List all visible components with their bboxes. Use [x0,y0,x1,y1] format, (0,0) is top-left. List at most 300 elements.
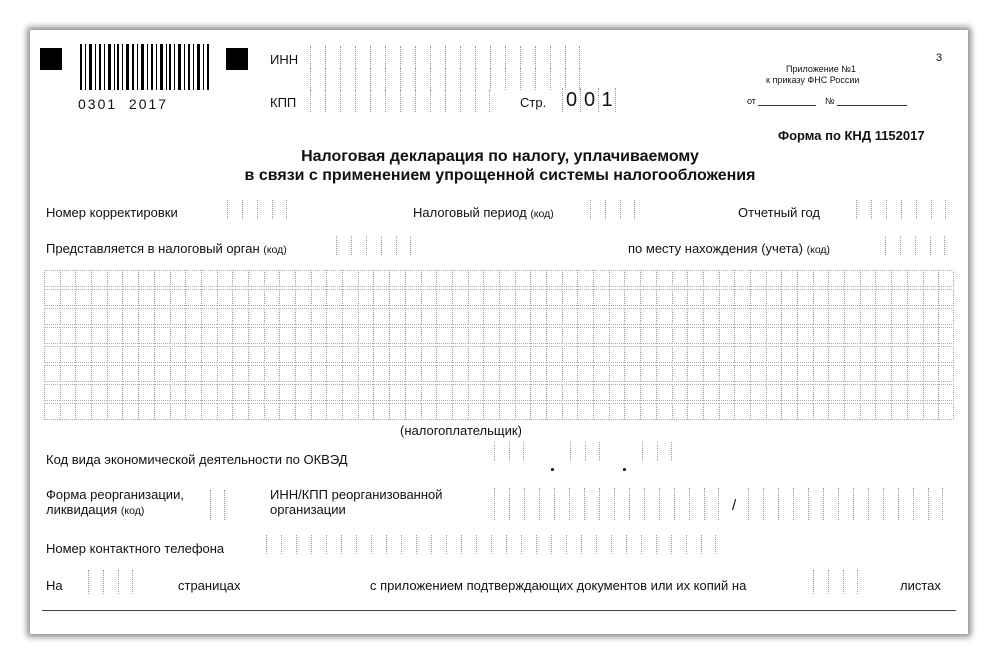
taxpayer-name-cell[interactable] [264,384,280,401]
taxpayer-name-cell[interactable] [672,289,688,306]
taxpayer-name-cell[interactable] [201,403,217,420]
taxpayer-name-cell[interactable] [515,308,531,325]
taxpayer-name-cell[interactable] [279,327,295,344]
taxpayer-name-cell[interactable] [875,365,891,382]
taxpayer-name-cell[interactable] [107,308,123,325]
taxpayer-name-cell[interactable] [562,365,578,382]
taxpayer-name-cell[interactable] [750,270,766,287]
taxpayer-name-cell[interactable] [326,365,342,382]
taxpayer-name-cell[interactable] [91,403,107,420]
taxpayer-name-cell[interactable] [358,327,374,344]
taxpayer-name-cell[interactable] [624,270,640,287]
taxpayer-name-cell[interactable] [311,308,327,325]
taxpayer-name-cell[interactable] [907,327,923,344]
taxpayer-name-cell[interactable] [138,365,154,382]
taxpayer-name-cell[interactable] [373,308,389,325]
taxpayer-name-cell[interactable] [797,327,813,344]
taxpayer-name-cell[interactable] [875,289,891,306]
tax-authority-cells[interactable] [336,236,411,255]
taxpayer-name-cell[interactable] [499,270,515,287]
taxpayer-name-cell[interactable] [719,403,735,420]
taxpayer-name-cell[interactable] [436,327,452,344]
taxpayer-name-cell[interactable] [734,346,750,363]
taxpayer-name-cell[interactable] [483,384,499,401]
taxpayer-name-cell[interactable] [687,365,703,382]
taxpayer-name-cell[interactable] [279,384,295,401]
taxpayer-name-cell[interactable] [279,403,295,420]
taxpayer-name-cell[interactable] [923,384,939,401]
taxpayer-name-cell[interactable] [311,403,327,420]
reporting-year-cells[interactable] [856,200,946,219]
taxpayer-name-cell[interactable] [468,289,484,306]
taxpayer-name-cell[interactable] [185,270,201,287]
taxpayer-name-cell[interactable] [389,308,405,325]
taxpayer-name-cell[interactable] [60,384,76,401]
taxpayer-name-cell[interactable] [672,270,688,287]
taxpayer-name-cell[interactable] [938,270,954,287]
taxpayer-name-cell[interactable] [797,346,813,363]
taxpayer-name-cell[interactable] [122,384,138,401]
taxpayer-name-cell[interactable] [891,403,907,420]
taxpayer-name-cell[interactable] [719,289,735,306]
taxpayer-name-cell[interactable] [468,365,484,382]
phone-cells[interactable] [266,535,716,554]
taxpayer-name-cell[interactable] [264,308,280,325]
taxpayer-name-cell[interactable] [122,308,138,325]
taxpayer-name-cell[interactable] [421,270,437,287]
taxpayer-name-cell[interactable] [781,270,797,287]
taxpayer-name-cell[interactable] [640,289,656,306]
taxpayer-name-cell[interactable] [107,365,123,382]
taxpayer-name-cell[interactable] [436,308,452,325]
taxpayer-name-cell[interactable] [122,346,138,363]
taxpayer-name-cell[interactable] [170,403,186,420]
taxpayer-name-cell[interactable] [232,289,248,306]
taxpayer-name-cell[interactable] [656,403,672,420]
taxpayer-name-cell[interactable] [766,403,782,420]
taxpayer-name-cell[interactable] [468,308,484,325]
taxpayer-name-cell[interactable] [499,403,515,420]
taxpayer-name-cell[interactable] [436,403,452,420]
reorg-kpp-cells[interactable] [748,488,943,520]
okved-cells-group-1[interactable] [494,442,524,461]
taxpayer-name-cell[interactable] [656,308,672,325]
taxpayer-name-cell[interactable] [217,327,233,344]
taxpayer-name-cell[interactable] [389,289,405,306]
taxpayer-name-cell[interactable] [813,365,829,382]
taxpayer-name-cell[interactable] [232,270,248,287]
taxpayer-name-cell[interactable] [483,365,499,382]
taxpayer-name-cell[interactable] [232,365,248,382]
taxpayer-name-cell[interactable] [217,384,233,401]
taxpayer-name-cell[interactable] [562,346,578,363]
okved-cells-group-2[interactable] [570,442,600,461]
taxpayer-name-cell[interactable] [828,346,844,363]
taxpayer-name-cell[interactable] [562,403,578,420]
taxpayer-name-cell[interactable] [358,346,374,363]
taxpayer-name-cell[interactable] [170,289,186,306]
taxpayer-name-cell[interactable] [44,270,60,287]
taxpayer-name-cell[interactable] [499,289,515,306]
taxpayer-name-cell[interactable] [734,403,750,420]
taxpayer-name-cell[interactable] [923,327,939,344]
taxpayer-name-cell[interactable] [923,289,939,306]
taxpayer-name-cell[interactable] [672,365,688,382]
taxpayer-name-cell[interactable] [530,327,546,344]
taxpayer-name-cell[interactable] [766,289,782,306]
taxpayer-name-cell[interactable] [405,403,421,420]
taxpayer-name-cell[interactable] [60,327,76,344]
taxpayer-name-cell[interactable] [797,308,813,325]
taxpayer-name-cell[interactable] [546,289,562,306]
taxpayer-name-cell[interactable] [624,365,640,382]
taxpayer-name-cell[interactable] [279,346,295,363]
taxpayer-name-cell[interactable] [295,289,311,306]
taxpayer-name-cell[interactable] [672,403,688,420]
taxpayer-name-cell[interactable] [185,327,201,344]
taxpayer-name-cell[interactable] [405,327,421,344]
taxpayer-name-cell[interactable] [342,270,358,287]
taxpayer-name-cell[interactable] [107,384,123,401]
taxpayer-name-cell[interactable] [91,365,107,382]
taxpayer-name-cell[interactable] [138,327,154,344]
taxpayer-name-cell[interactable] [938,403,954,420]
taxpayer-name-cell[interactable] [499,365,515,382]
taxpayer-name-cell[interactable] [515,403,531,420]
taxpayer-name-cell[interactable] [640,308,656,325]
taxpayer-name-cell[interactable] [797,289,813,306]
taxpayer-name-cell[interactable] [436,384,452,401]
taxpayer-name-cell[interactable] [656,289,672,306]
taxpayer-name-cell[interactable] [436,270,452,287]
taxpayer-name-cell[interactable] [860,403,876,420]
taxpayer-name-cell[interactable] [107,289,123,306]
taxpayer-name-cell[interactable] [766,384,782,401]
taxpayer-name-cell[interactable] [468,346,484,363]
taxpayer-name-cell[interactable] [844,346,860,363]
tax-period-cells[interactable] [590,200,635,219]
taxpayer-name-cell[interactable] [91,289,107,306]
taxpayer-name-cell[interactable] [875,308,891,325]
taxpayer-name-cell[interactable] [907,365,923,382]
taxpayer-name-cell[interactable] [938,365,954,382]
taxpayer-name-cell[interactable] [781,308,797,325]
taxpayer-name-cell[interactable] [342,346,358,363]
taxpayer-name-cell[interactable] [248,365,264,382]
taxpayer-name-cell[interactable] [170,270,186,287]
taxpayer-name-cell[interactable] [436,346,452,363]
taxpayer-name-cell[interactable] [703,308,719,325]
taxpayer-name-cell[interactable] [750,346,766,363]
taxpayer-name-cell[interactable] [844,384,860,401]
taxpayer-name-cell[interactable] [891,270,907,287]
taxpayer-name-cell[interactable] [201,346,217,363]
taxpayer-name-cell[interactable] [907,270,923,287]
taxpayer-name-grid[interactable] [30,270,968,420]
taxpayer-name-cell[interactable] [687,346,703,363]
taxpayer-name-cell[interactable] [311,327,327,344]
taxpayer-name-cell[interactable] [60,308,76,325]
taxpayer-name-cell[interactable] [405,308,421,325]
taxpayer-name-cell[interactable] [44,384,60,401]
taxpayer-name-cell[interactable] [860,384,876,401]
taxpayer-name-cell[interactable] [640,403,656,420]
taxpayer-name-cell[interactable] [75,365,91,382]
taxpayer-name-cell[interactable] [530,365,546,382]
taxpayer-name-cell[interactable] [875,403,891,420]
taxpayer-name-cell[interactable] [703,365,719,382]
taxpayer-name-cell[interactable] [44,327,60,344]
taxpayer-name-cell[interactable] [609,403,625,420]
taxpayer-name-cell[interactable] [499,308,515,325]
taxpayer-name-cell[interactable] [515,270,531,287]
taxpayer-name-cell[interactable] [295,365,311,382]
taxpayer-name-cell[interactable] [515,365,531,382]
taxpayer-name-cell[interactable] [452,403,468,420]
reorg-form-cells[interactable] [210,490,225,520]
taxpayer-name-cell[interactable] [405,270,421,287]
taxpayer-name-cell[interactable] [483,270,499,287]
taxpayer-name-cell[interactable] [248,346,264,363]
taxpayer-name-cell[interactable] [264,403,280,420]
taxpayer-name-cell[interactable] [891,289,907,306]
taxpayer-name-cell[interactable] [185,365,201,382]
taxpayer-name-cell[interactable] [860,346,876,363]
taxpayer-name-cell[interactable] [593,384,609,401]
taxpayer-name-cell[interactable] [44,289,60,306]
taxpayer-name-cell[interactable] [295,346,311,363]
taxpayer-name-cell[interactable] [577,327,593,344]
pages-count-cells[interactable] [88,570,133,594]
taxpayer-name-cell[interactable] [828,308,844,325]
taxpayer-name-cell[interactable] [201,270,217,287]
taxpayer-name-cell[interactable] [232,346,248,363]
taxpayer-name-cell[interactable] [405,365,421,382]
taxpayer-name-cell[interactable] [452,365,468,382]
taxpayer-name-cell[interactable] [923,308,939,325]
taxpayer-name-cell[interactable] [828,403,844,420]
taxpayer-name-cell[interactable] [107,270,123,287]
taxpayer-name-cell[interactable] [530,403,546,420]
taxpayer-name-cell[interactable] [577,384,593,401]
taxpayer-name-cell[interactable] [75,308,91,325]
taxpayer-name-cell[interactable] [860,308,876,325]
taxpayer-name-cell[interactable] [358,365,374,382]
taxpayer-name-cell[interactable] [562,384,578,401]
taxpayer-name-cell[interactable] [201,308,217,325]
taxpayer-name-cell[interactable] [421,327,437,344]
taxpayer-name-cell[interactable] [624,403,640,420]
taxpayer-name-cell[interactable] [938,346,954,363]
taxpayer-name-cell[interactable] [75,346,91,363]
taxpayer-name-cell[interactable] [672,384,688,401]
taxpayer-name-cell[interactable] [719,308,735,325]
taxpayer-name-cell[interactable] [91,346,107,363]
taxpayer-name-cell[interactable] [672,308,688,325]
taxpayer-name-cell[interactable] [201,289,217,306]
taxpayer-name-cell[interactable] [515,289,531,306]
taxpayer-name-cell[interactable] [279,270,295,287]
taxpayer-name-cell[interactable] [326,384,342,401]
taxpayer-name-cell[interactable] [609,308,625,325]
taxpayer-name-cell[interactable] [923,365,939,382]
taxpayer-name-cell[interactable] [154,403,170,420]
taxpayer-name-cell[interactable] [609,365,625,382]
taxpayer-name-cell[interactable] [907,308,923,325]
taxpayer-name-cell[interactable] [515,346,531,363]
taxpayer-name-cell[interactable] [703,346,719,363]
taxpayer-name-cell[interactable] [185,289,201,306]
taxpayer-name-cell[interactable] [483,289,499,306]
taxpayer-name-cell[interactable] [781,327,797,344]
taxpayer-name-cell[interactable] [766,346,782,363]
taxpayer-name-cell[interactable] [264,289,280,306]
taxpayer-name-cell[interactable] [546,365,562,382]
taxpayer-name-cell[interactable] [813,327,829,344]
taxpayer-name-cell[interactable] [938,327,954,344]
taxpayer-name-cell[interactable] [154,270,170,287]
taxpayer-name-cell[interactable] [295,308,311,325]
taxpayer-name-cell[interactable] [483,403,499,420]
taxpayer-name-cell[interactable] [358,384,374,401]
taxpayer-name-cell[interactable] [844,403,860,420]
taxpayer-name-cell[interactable] [938,384,954,401]
taxpayer-name-cell[interactable] [672,327,688,344]
taxpayer-name-cell[interactable] [373,403,389,420]
taxpayer-name-cell[interactable] [358,270,374,287]
taxpayer-name-cell[interactable] [75,327,91,344]
taxpayer-name-cell[interactable] [593,403,609,420]
taxpayer-name-cell[interactable] [875,384,891,401]
taxpayer-name-cell[interactable] [891,327,907,344]
taxpayer-name-cell[interactable] [546,270,562,287]
taxpayer-name-cell[interactable] [264,270,280,287]
taxpayer-name-cell[interactable] [248,403,264,420]
taxpayer-name-cell[interactable] [640,365,656,382]
taxpayer-name-cell[interactable] [373,327,389,344]
taxpayer-name-cell[interactable] [154,346,170,363]
taxpayer-name-cell[interactable] [577,365,593,382]
taxpayer-name-cell[interactable] [687,308,703,325]
taxpayer-name-cell[interactable] [373,289,389,306]
taxpayer-name-cell[interactable] [828,289,844,306]
taxpayer-name-cell[interactable] [201,365,217,382]
taxpayer-name-cell[interactable] [232,384,248,401]
taxpayer-name-cell[interactable] [797,365,813,382]
taxpayer-name-cell[interactable] [640,327,656,344]
taxpayer-name-cell[interactable] [185,346,201,363]
taxpayer-name-cell[interactable] [577,270,593,287]
taxpayer-name-cell[interactable] [107,403,123,420]
taxpayer-name-cell[interactable] [452,384,468,401]
taxpayer-name-cell[interactable] [562,270,578,287]
taxpayer-name-cell[interactable] [389,384,405,401]
taxpayer-name-cell[interactable] [170,308,186,325]
taxpayer-name-cell[interactable] [860,327,876,344]
taxpayer-name-cell[interactable] [891,365,907,382]
taxpayer-name-cell[interactable] [656,384,672,401]
taxpayer-name-cell[interactable] [797,270,813,287]
taxpayer-name-cell[interactable] [609,327,625,344]
taxpayer-name-cell[interactable] [781,384,797,401]
taxpayer-name-cell[interactable] [734,384,750,401]
taxpayer-name-cell[interactable] [138,270,154,287]
taxpayer-name-cell[interactable] [138,346,154,363]
taxpayer-name-cell[interactable] [421,346,437,363]
taxpayer-name-cell[interactable] [907,403,923,420]
taxpayer-name-cell[interactable] [656,365,672,382]
taxpayer-name-cell[interactable] [577,346,593,363]
taxpayer-name-cell[interactable] [342,384,358,401]
correction-number-cells[interactable] [227,200,287,219]
taxpayer-name-cell[interactable] [813,308,829,325]
taxpayer-name-cell[interactable] [405,346,421,363]
taxpayer-name-cell[interactable] [75,403,91,420]
taxpayer-name-cell[interactable] [907,346,923,363]
taxpayer-name-cell[interactable] [624,327,640,344]
taxpayer-name-cell[interactable] [813,384,829,401]
taxpayer-name-cell[interactable] [122,270,138,287]
taxpayer-name-cell[interactable] [499,327,515,344]
taxpayer-name-cell[interactable] [891,346,907,363]
taxpayer-name-cell[interactable] [295,403,311,420]
taxpayer-name-cell[interactable] [813,270,829,287]
taxpayer-name-cell[interactable] [640,346,656,363]
taxpayer-name-cell[interactable] [483,327,499,344]
taxpayer-name-cell[interactable] [515,384,531,401]
taxpayer-name-cell[interactable] [624,384,640,401]
taxpayer-name-cell[interactable] [217,270,233,287]
taxpayer-name-cell[interactable] [813,403,829,420]
taxpayer-name-cell[interactable] [232,403,248,420]
taxpayer-name-cell[interactable] [719,346,735,363]
taxpayer-name-cell[interactable] [389,270,405,287]
taxpayer-name-cell[interactable] [719,270,735,287]
taxpayer-name-cell[interactable] [248,384,264,401]
taxpayer-name-cell[interactable] [468,270,484,287]
taxpayer-name-cell[interactable] [734,289,750,306]
taxpayer-name-cell[interactable] [452,270,468,287]
taxpayer-name-cell[interactable] [593,365,609,382]
taxpayer-name-cell[interactable] [766,327,782,344]
taxpayer-name-cell[interactable] [421,289,437,306]
taxpayer-name-cell[interactable] [546,384,562,401]
reorg-inn-cells[interactable] [494,488,719,520]
taxpayer-name-cell[interactable] [217,289,233,306]
taxpayer-name-cell[interactable] [279,308,295,325]
page-number-cells[interactable] [562,88,616,112]
taxpayer-name-cell[interactable] [781,403,797,420]
taxpayer-name-cell[interactable] [452,327,468,344]
taxpayer-name-cell[interactable] [122,289,138,306]
taxpayer-name-cell[interactable] [719,327,735,344]
taxpayer-name-cell[interactable] [562,289,578,306]
taxpayer-name-cell[interactable] [138,384,154,401]
taxpayer-name-cell[interactable] [44,403,60,420]
taxpayer-name-cell[interactable] [750,403,766,420]
taxpayer-name-cell[interactable] [609,270,625,287]
taxpayer-name-cell[interactable] [844,270,860,287]
taxpayer-name-cell[interactable] [828,365,844,382]
taxpayer-name-cell[interactable] [75,384,91,401]
taxpayer-name-cell[interactable] [436,365,452,382]
taxpayer-name-cell[interactable] [844,289,860,306]
taxpayer-name-cell[interactable] [656,327,672,344]
taxpayer-name-cell[interactable] [44,346,60,363]
taxpayer-name-cell[interactable] [170,346,186,363]
taxpayer-name-cell[interactable] [217,346,233,363]
taxpayer-name-cell[interactable] [530,308,546,325]
